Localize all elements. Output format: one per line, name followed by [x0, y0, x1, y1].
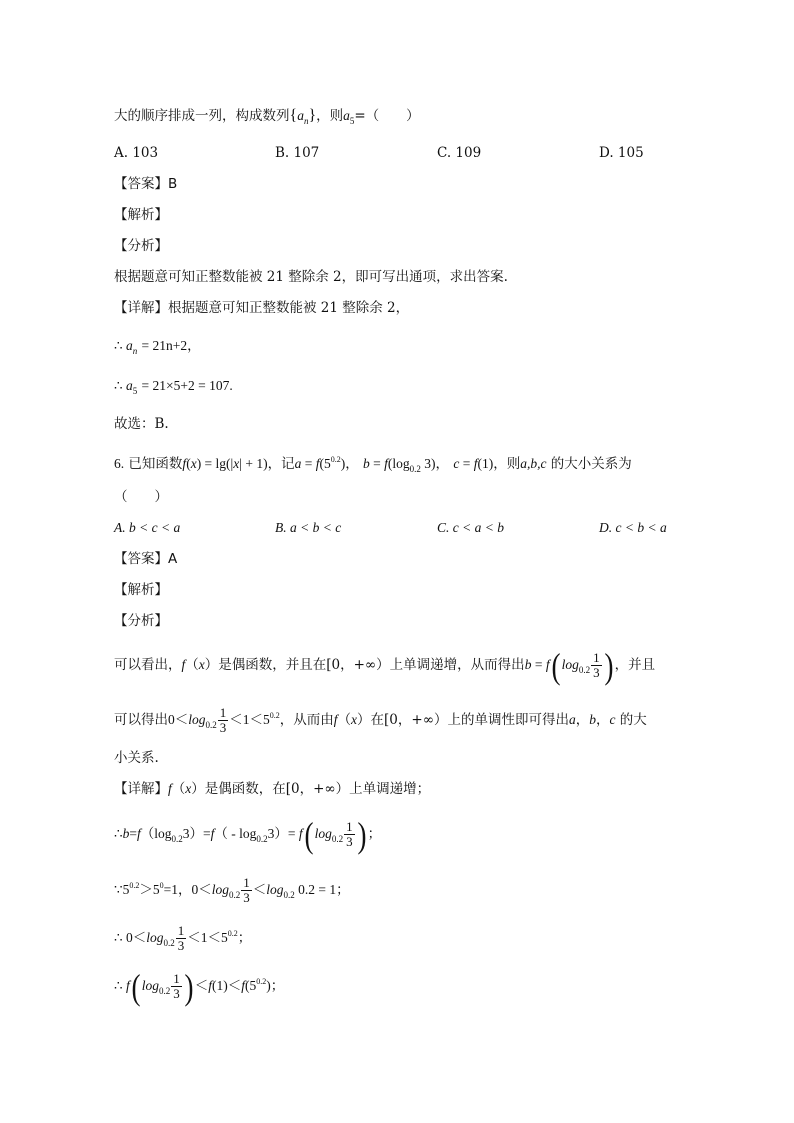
q6-jiexi-heading: 【解析】 — [114, 582, 168, 598]
q6-detail-line-4: ∴ $0<\log_{0.2}$ $\frac{1}{3}$ $<1<5^{0.2}$； — [114, 923, 252, 953]
q5-fenxi-heading: 【分析】 — [114, 238, 168, 254]
q5-conclusion: 故选：B. — [114, 416, 169, 432]
q5-option-a: A. 103 — [114, 145, 159, 161]
q6-detail-line-1: 【详解】f（x）是偶函数，在[0，+∞）上单调递增； — [114, 781, 431, 797]
q5-detail: 【详解】根据题意可知正整数能被 21 整除余 2， — [114, 300, 410, 316]
q6-option-b: B. a < b < c — [275, 520, 342, 535]
q5-jiexi-heading: 【解析】 — [114, 207, 168, 223]
q6-fenxi-line-1: 可以看出，f（x）是偶函数，并且在[0，+∞）上单调递增，从而得出b = f( $\log_{0.2}$ $\frac{1}{3}$ ) ，并且 — [114, 645, 656, 686]
q5-step-1: ∴ $a_n = 21n+2$， — [114, 338, 201, 356]
q6-fenxi-line-2: 可以得出$0<\log_{0.2}$ $\frac{1}{3}$ $<1<5^{0.2}$，从而由f（x）在[0，+∞）上的单调性即可得出a，b，c 的大 — [114, 705, 647, 735]
q5-answer: 【答案】B — [114, 176, 178, 192]
q6-answer: 【答案】A — [114, 551, 178, 567]
q6-detail-line-2: $\therefore b=f(\log_{0.2}3)=f( - \log_{0.2}3)= f$( $\log_{0.2}$ $\frac{1}{3}$ ) ； — [114, 814, 382, 855]
q6-detail-line-3: $\because 5^{0.2}>5^0=1$，$0<\log_{0.2}$ $\frac{1}{3}$ $<\log_{0.2}$ 0.2 = 1； — [114, 875, 350, 905]
q5-stem: 大的顺序排成一列，构成数列$\{a_n\}$，则$a_5=$（ ） — [114, 107, 420, 126]
q5-option-b: B. 107 — [275, 145, 320, 161]
q6-detail-line-5: ∴ f( $\log_{0.2}$ $\frac{1}{3}$ ) $<f(1)<f(5^{0.2})$； — [114, 966, 285, 1007]
q6-option-d: D. c < b < a — [599, 520, 667, 535]
q5-option-d: D. 105 — [599, 145, 644, 161]
q5-option-c: C. 109 — [437, 145, 482, 161]
q6-fenxi-heading: 【分析】 — [114, 613, 168, 629]
q6-fenxi-line-3: 小关系. — [114, 750, 159, 766]
q6-option-c: C. c < a < b — [437, 520, 504, 535]
q5-fenxi-text: 根据题意可知正整数能被 21 整除余 2，即可写出通项，求出答案. — [114, 269, 508, 285]
q6-option-a: A. b < c < a — [114, 520, 181, 535]
q6-stem: 6. 已知函数f(x) = lg(|x| + 1)，记$a = f(5^{0.2})$， $b = f(\log_{0.2}$ 3)， c = f(1)，则a,b,c 的大小关系为 — [114, 455, 632, 474]
q6-paren: （ ） — [114, 489, 168, 505]
q5-step-2: ∴ $a_5 = 21\times 5+2 = 107$. — [114, 378, 233, 396]
